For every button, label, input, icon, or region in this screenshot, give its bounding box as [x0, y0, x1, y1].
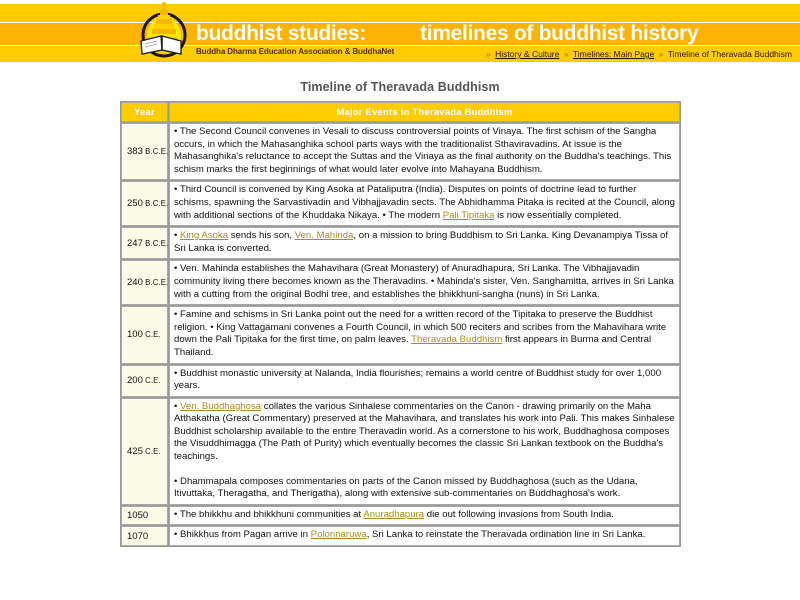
event-link[interactable]: King Asoka: [180, 230, 229, 242]
event-link[interactable]: Ven. Mahinda: [294, 230, 354, 242]
event-paragraph: • King Asoka sends his son, Ven. Mahinda, on a mission to bring Buddhism to Sri Lanka. King Devanampiya Tissa of Sri Lanka is converted.: [174, 230, 669, 254]
breadcrumb-separator: »: [486, 49, 494, 59]
event-paragraph: • Buddhist monastic university at Nalanda, India flourishes; remains a world centre of Buddhist study for over 1,000 years.: [174, 367, 662, 392]
cell-year: [121, 181, 168, 226]
banner-band-top: [0, 4, 800, 22]
table-row: [121, 181, 680, 226]
year-era: B.C.E.: [142, 278, 169, 288]
column-header-year: Year: [121, 102, 168, 122]
cell-year: [121, 260, 168, 305]
cell-events: [169, 260, 680, 305]
event-paragraph: • Dhammapala composes commentaries on parts of the Canon missed by Buddhaghosa (such as the Udana, Itivuttaka, Theragatha, and Therigatha), along with extensive sub-commentaries on Buddhaghosa's work.: [174, 475, 638, 500]
cell-events: [169, 123, 680, 180]
banner-section-title: timelines of buddhist history: [420, 22, 699, 45]
cell-events: [169, 306, 680, 363]
breadcrumb-item-1[interactable]: History & Culture: [495, 49, 560, 59]
event-link[interactable]: Ven. Buddhaghosa: [180, 400, 262, 412]
timeline-container: [120, 101, 680, 547]
breadcrumb-item-2[interactable]: Timelines: Main Page: [572, 49, 655, 59]
cell-year: [121, 506, 168, 526]
event-paragraph: • Ven. Buddhaghosa collates the various Sinhalese commentaries on the Canon - drawing primarily on the Maha Atthakatha (Great Commentary) preserved at the Mahavihara, and translates his work into Pali. This makes Sinhalese Buddhist scholarship available to the entire Theravadin world. As a cornerstone to his work, Buddhaghosa composes the Visuddhimagga (The Path of Purity) which eventually becomes the classic Sri Lankan textbook on the Buddha's teachings.: [174, 400, 675, 463]
table-row: [121, 506, 680, 526]
column-header-events: Major Events in Theravada Buddhism: [169, 102, 680, 122]
year-number: 425: [127, 445, 143, 457]
table-body: [121, 123, 680, 546]
table-row: [121, 398, 680, 505]
event-link[interactable]: Anuradhapura: [363, 508, 425, 520]
year-number: 247: [127, 237, 143, 249]
year-number: 100: [127, 329, 143, 341]
event-paragraph: • Famine and schisms in Sri Lanka point out the need for a written record of the Tipitaka to preserve the Buddhist religion. • King Vattagamani convenes a Fourth Council, in which 500 reciters and scribes from the Mahavihara write down the Pali Tipitaka for the first time, on palm leaves. Theravada Buddhism first appears in Burma and Central Thailand.: [174, 309, 667, 358]
theravada-timeline-table: [120, 101, 681, 547]
cell-events: [169, 398, 680, 505]
cell-year: [121, 227, 168, 259]
table-row: [121, 526, 680, 546]
breadcrumb-item-3: Timeline of Theravada Buddhism: [667, 49, 792, 59]
year-number: 1070: [127, 530, 149, 542]
year-era: B.C.E.: [142, 238, 169, 248]
year-number: 1050: [127, 510, 149, 522]
event-paragraph: • Bhikkhus from Pagan arrive in Polonnaruwa, Sri Lanka to reinstate the Theravada ordination line in Sri Lanka.: [174, 529, 646, 541]
cell-events: [169, 227, 680, 259]
page-title: Timeline of Theravada Buddhism: [300, 80, 500, 94]
event-paragraph: • The bhikkhu and bhikkhuni communities at Anuradhapura die out following invasions from South India.: [174, 508, 614, 520]
cell-events: [169, 506, 680, 526]
breadcrumb: [484, 49, 792, 60]
cell-year: [121, 398, 168, 505]
brand-subtitle: Buddha Dharma Education Association & BuddhaNet: [196, 47, 395, 56]
year-era: C.E.: [142, 330, 161, 340]
event-paragraph: • Third Council is convened by King Asoka at Pataliputra (India). Disputes on points of doctrine lead to further schisms, spawning the Sarvastivadin and Vibhajjavadin sects. The Abhidhamma Pitaka is recited at the Council, along with additional sections of the Khuddaka Nikaya. • The modern Pali Tipitaka is now essentially completed.: [174, 184, 675, 221]
cell-year: [121, 526, 168, 546]
cell-events: [169, 365, 680, 397]
site-banner: [0, 0, 800, 66]
cell-events: [169, 181, 680, 226]
year-era: C.E.: [142, 446, 161, 456]
table-row: [121, 227, 680, 259]
breadcrumb-separator: »: [658, 49, 666, 59]
year-era: C.E.: [142, 376, 161, 386]
year-era: B.C.E.: [142, 147, 169, 157]
breadcrumb-separator: »: [563, 49, 571, 59]
year-number: 240: [127, 277, 143, 289]
cell-events: [169, 526, 680, 546]
event-paragraph: • Ven. Mahinda establishes the Mahavihara (Great Monastery) of Anuradhapura, Sri Lanka. The Vibhajjavadin community living there becomes known as the Theravadins. • Mahinda's sister, Ven. Sanghamitta, arrives in Sri Lanka with a cutting from the original Bodhi tree, and establishes the bhikkhuni-sangha (nuns) in Sri Lanka.: [174, 263, 674, 300]
year-number: 200: [127, 375, 143, 387]
year-era: B.C.E.: [142, 199, 169, 209]
event-link[interactable]: Pali Tipitaka: [442, 209, 495, 221]
brand-title: buddhist studies:: [196, 22, 366, 45]
table-row: [121, 260, 680, 305]
stupa-and-open-book-icon[interactable]: [131, 2, 193, 60]
table-header-row: [121, 102, 680, 122]
cell-year: [121, 365, 168, 397]
event-link[interactable]: Polonnaruwa: [310, 529, 367, 541]
table-row: [121, 306, 680, 363]
event-paragraph: • The Second Council convenes in Vesali to discuss controversial points of Vinaya. The first schism of the Sangha occurs, in which the Mahasanghika school parts ways with the traditionalist Sthaviravadins. At issue is the Mahasanghika's reluctance to accept the Suttas and the Vinaya as the final authority on the Buddha's teachings. This schism marks the first beginnings of what would later evolve into Mahayana Buddhism.: [174, 126, 672, 175]
cell-year: [121, 123, 168, 180]
table-row: [121, 123, 680, 180]
event-link[interactable]: Theravada Buddhism: [411, 334, 503, 346]
year-number: 250: [127, 198, 143, 210]
year-number: 383: [127, 146, 143, 158]
table-header: [121, 102, 680, 122]
table-row: [121, 365, 680, 397]
cell-year: [121, 306, 168, 363]
